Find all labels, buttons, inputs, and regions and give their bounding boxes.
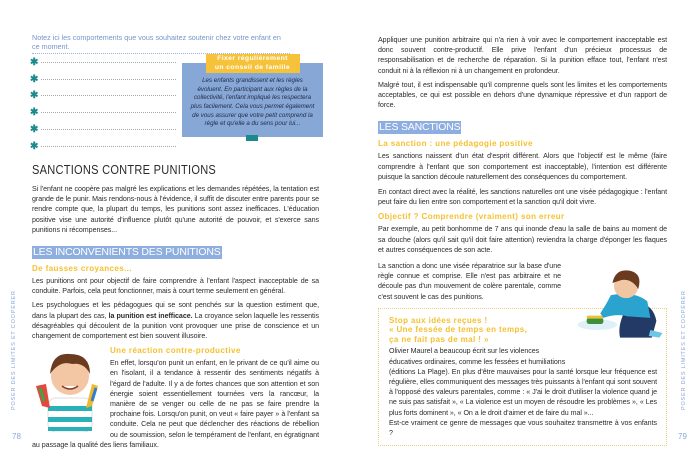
- myth-box-text: (éditions La Plage). En plus d'être mauvaises pour la santé lorsque leur fréquence est régulière, elles communiquent des messages très puissants à l'enfant qui sont souvent à l'opposé des valeurs parentales, comme : « J'ai le droit d'utiliser la violence quand je ne suis pas satisfait », « La violence est un moyen de résoudre les problèmes », « Les plus forts dominent », « On a le droit d'aimer et de faire du mal »...: [389, 367, 658, 417]
- asterisk-icon: ✱: [30, 107, 39, 119]
- tip-title-line: un conseil de famille: [214, 63, 291, 71]
- bold-text: la punition est inefficace.: [108, 311, 193, 320]
- asterisk-icon: ✱: [30, 124, 39, 136]
- myth-box-text: Olivier Maurel a beaucoup écrit sur les violences éducatives ordinaires, comme les fessées et humiliations: [389, 347, 566, 366]
- intro-paragraph: Si l'enfant ne coopère pas malgré les explications et les demandes répétées, la tentation est grande de le punir. Mais rendons-nous à l'évidence, il suffit de discuter entre parents pour se rendre compte que, la plupart du temps, les punitions sont assez inefficaces. L'éducation positive vise une autorité d'influence plutôt qu'une autorité de pouvoir, et s'exerce sans punitions ni récompenses...: [32, 185, 319, 234]
- paragraph: [32, 300, 319, 341]
- note-line[interactable]: [30, 121, 176, 138]
- note-line[interactable]: [30, 104, 176, 121]
- note-lines: [30, 54, 176, 155]
- title-line: « Une fessée de temps en temps,: [389, 325, 528, 335]
- page-heading: SANCTIONS CONTRE PUNITIONS: [32, 162, 217, 177]
- asterisk-icon: ✱: [30, 56, 39, 68]
- page-number: 79: [678, 432, 687, 441]
- tip-title: [206, 54, 300, 73]
- section-heading: LES INCONVENIENTS DES PUNITIONS: [33, 246, 221, 259]
- side-label: POSER DES LIMITES ET COOPÉRER: [681, 290, 687, 410]
- note-prompt: Notez ici les comportements que vous souhaitez soutenir chez votre enfant en ce moment.: [32, 33, 290, 54]
- side-label: POSER DES LIMITES ET COOPÉRER: [11, 290, 17, 410]
- paragraph: En contact direct avec la réalité, les sanctions naturelles ont une visée pédagogique : l'enfant peut faire du lien entre son comportement et la sanction qu'il doit vivre.: [378, 188, 667, 207]
- asterisk-icon: ✱: [30, 90, 39, 102]
- asterisk-icon: ✱: [30, 73, 39, 85]
- note-line[interactable]: [30, 138, 176, 155]
- asterisk-icon: ✱: [30, 140, 39, 152]
- title-line: ça ne fait pas de mal ! »: [389, 334, 489, 344]
- left-column: [32, 184, 319, 450]
- right-column: [378, 35, 667, 446]
- subheading: Une réaction contre-productive: [110, 346, 241, 356]
- tip-title-line: Fixer régulièrement: [217, 55, 288, 62]
- myth-box-text: Est-ce vraiment ce genre de messages que vous souhaitez transmettre à vos enfants ?: [389, 418, 657, 437]
- paragraph: En effet, lorsqu'on punit un enfant, en le privant de ce qu'il aime ou en l'isolant, il a tendance à ressentir des sentiments négatifs à l'égard de l'adulte. Il y a de fortes chances que son attention et son énergie soient essentiellement tournées vers la rancœur, la manière de se venger ou celle de ne pas se faire prendre la prochaine fois. Lorsqu'on punit, on veut « faire payer » à l'enfant sa conduite. Cela ne peut que déclencher des réactions de rébellion ou de soumission, selon le tempérament de l'enfant, en égratignant au passage la qualité des liens familiaux.: [32, 359, 319, 449]
- text: Les psychologues et les pédagogues qui se sont penchés sur la question estiment que, dans la plupart des cas,: [32, 301, 319, 320]
- paragraph: Malgré tout, il est indispensable qu'il comprenne quels sont les limites et les comportements acceptables, ce qui est possible en dehors d'une dynamique répressive et d'un rapport de force.: [378, 80, 667, 110]
- title-line: Stop aux idées reçues !: [389, 315, 488, 325]
- paragraph: Les sanctions naissent d'un état d'esprit différent. Alors que l'objectif est le même (faire comprendre à l'enfant que son comportement est inacceptable), l'intention est différente puisque la sanction découle naturellement des conséquences du comportement.: [378, 152, 667, 181]
- boy-sponging-water-illustration: [567, 259, 667, 351]
- paragraph: La sanction a donc une visée réparatrice sur la base d'une règle connue et comprise. Elle n'est pas arbitraire et ne découle pas d'un mouvement de colère parentale, comme c'est souvent le cas des punitions.: [378, 262, 561, 301]
- note-line[interactable]: [30, 71, 176, 88]
- subheading: Objectif ? Comprendre (vraiment) son erreur: [378, 212, 565, 222]
- section-heading: LES SANCTIONS: [379, 121, 461, 134]
- subheading: De fausses croyances...: [32, 264, 132, 274]
- tip-box: [182, 54, 323, 137]
- text: La croyance selon laquelle les ressentis désagréables qui découlent de la punition vont provoquer une prise de conscience et un changement de comportement est bien souvent illusoire.: [32, 311, 319, 341]
- paragraph: Par exemple, au petit bonhomme de 7 ans qui inonde d'eau la salle de bains au moment de sa douche (alors qu'il sait qu'il doit faire attention) reviendra la charge d'éponger les flaques et autres conséquences de son acte.: [378, 225, 667, 254]
- tip-body: [182, 63, 323, 137]
- subheading: La sanction : une pédagogie positive: [378, 139, 533, 149]
- reaction-block: [32, 346, 319, 450]
- child-painted-hands-illustration: [32, 346, 104, 432]
- paragraph: Appliquer une punition arbitraire qui n'a rien à voir avec le comportement inacceptable est donc souvent contre-productif. Elle prive l'enfant d'un précieux processus de responsabilisation et de recherche de réparation. Si la punition efface tout, l'enfant n'est conduit ni à la réflexion ni à un changement en profondeur.: [378, 36, 667, 75]
- note-line[interactable]: [30, 88, 176, 105]
- tip-text: Les enfants grandissent et les règles évoluent. En participant aux règles de la collectivité, l'enfant impliqué les respectera plus facilement. Cela vous permet également de vous assurer que votre petit comprend la règle et qu'elle a du sens pour lui...: [190, 77, 315, 128]
- note-line[interactable]: [30, 54, 176, 71]
- paragraph: Les punitions ont pour objectif de faire comprendre à l'enfant l'aspect inacceptable de sa conduite. Parfois, cela peut fonctionner, mais à court terme seulement en général.: [32, 277, 319, 296]
- page-number: 78: [12, 432, 21, 441]
- tip-tab: [246, 135, 258, 141]
